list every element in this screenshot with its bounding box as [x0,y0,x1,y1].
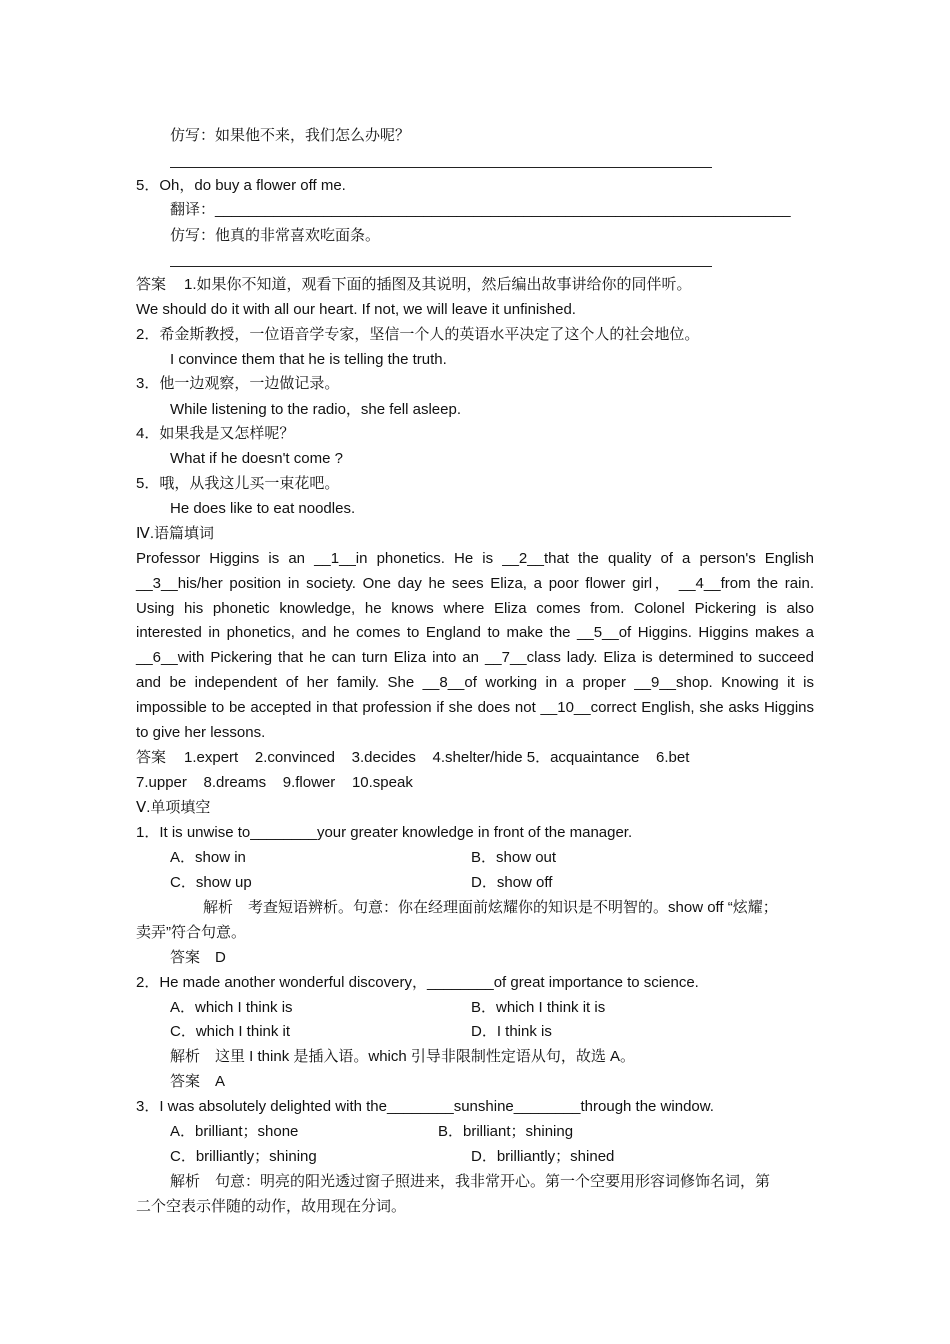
section-4-answers-2: 7.upper 8.dreams 9.flower 10.speak [136,774,413,791]
passage-line: interested in phonetics, and he comes to England to make the __5__of Higgins. Higgins makes a [136,624,814,641]
answer-5-en: He does like to eat noodles. [170,500,356,517]
answer-5: 5．哦，从我这儿买一束花吧。 [136,475,340,492]
question-1-options-cd [170,873,814,893]
imitate-5: 仿写：他真的非常喜欢吃面条。 [170,227,381,244]
question-2-answer: 答案 A [170,1073,226,1090]
answer-2: 2．希金斯教授，一位语音学专家，坚信一个人的英语水平决定了这个人的社会地位。 [136,326,700,343]
answer-2-en: I convince them that he is telling the truth. [170,351,447,368]
option-d: D．show off [471,874,553,891]
option-d: D．brilliantly；shined [471,1148,615,1165]
question-3-stem: 3．I was absolutely delighted with the________sunshine________through the window. [136,1098,714,1115]
answer-1-en: We should do it with all our heart. If not, we will leave it unfinished. [136,301,576,318]
question-1-analysis: 解析 考查短语辨析。句意：你在经理面前炫耀你的知识是不明智的。show off “炫耀； [203,899,778,916]
section-4-answers: 答案 1.expert 2.convinced 3.decides 4.shelter/hide 5．acquaintance 6.bet [136,749,690,766]
option-b: B．brilliant；shining [438,1123,574,1140]
answer-line [170,266,712,267]
answer-3: 3．他一边观察，一边做记录。 [136,375,340,392]
answer-label: 答案 [136,749,167,766]
question-2-options-ab [170,998,814,1018]
question-2-stem: 2．He made another wonderful discovery，________of great importance to science. [136,974,699,991]
passage-line: __3__his/her position in society. One day he sees Eliza, a poor flower girl， __4__from the rain. [136,575,814,592]
question-1-analysis-cont: 卖弄”符合句意。 [136,924,246,941]
passage-line: __6__with Pickering that he can turn Eliza into an __7__class lady. Eliza is determined to succeed [136,649,814,666]
passage-line: Professor Higgins is an __1__in phonetics. He is __2__that the quality of a person's English [136,550,814,567]
answer-3-en: While listening to the radio，she fell asleep. [170,401,461,418]
question-2-options-cd [170,1022,814,1042]
option-c: C．brilliantly；shining [170,1148,317,1165]
imitate-4: 仿写：如果他不来，我们怎么办呢？ [170,127,411,144]
passage-line: Using his phonetic knowledge, he knows where Eliza comes from. Colonel Pickering is also [136,600,814,617]
section-5-heading: Ⅴ.单项填空 [136,799,211,816]
answer-label: 答案 [136,276,167,293]
translate-5: 翻译：_____________________________________________________________________ [170,201,791,218]
answer-4-en: What if he doesn't come ? [170,450,343,467]
question-3-options-cd [170,1147,814,1167]
passage-line: impossible to be accepted in that profession if she does not __10__correct English, she asks Higgins [136,699,814,716]
passage-line: and be independent of her family. She __8__of working in a proper __9__shop. Knowing it is [136,674,814,691]
passage-line: to give her lessons. [136,724,266,741]
question-5: 5．Oh，do buy a flower off me. [136,177,346,194]
question-3-analysis: 解析 句意：明亮的阳光透过窗子照进来，我非常开心。第一个空要用形容词修饰名词，第 [170,1173,771,1190]
option-d: D．I think is [471,1023,552,1040]
option-a: A．which I think is [170,999,293,1016]
question-3-analysis-cont: 二个空表示伴随的动作，故用现在分词。 [136,1198,407,1215]
question-1-options-ab [170,848,814,868]
option-a: A．brilliant；shone [170,1123,299,1140]
option-a: A．show in [170,849,246,866]
question-3-options-ab [170,1122,814,1142]
question-1-stem: 1．It is unwise to________your greater knowledge in front of the manager. [136,824,633,841]
question-1-answer: 答案 D [170,949,226,966]
option-c: C．which I think it [170,1023,291,1040]
option-b: B．show out [471,849,557,866]
question-2-analysis: 解析 这里 I think 是插入语。which 引导非限制性定语从句，故选 A。 [170,1048,636,1065]
section-4-heading: Ⅳ.语篇填词 [136,525,215,542]
answer-4: 4．如果我是又怎样呢？ [136,425,295,442]
option-c: C．show up [170,874,252,891]
answer-1: 答案 1.如果你不知道，观看下面的插图及其说明，然后编出故事讲给你的同伴听。 [136,276,692,293]
answer-line [170,167,712,168]
option-b: B．which I think it is [471,999,606,1016]
